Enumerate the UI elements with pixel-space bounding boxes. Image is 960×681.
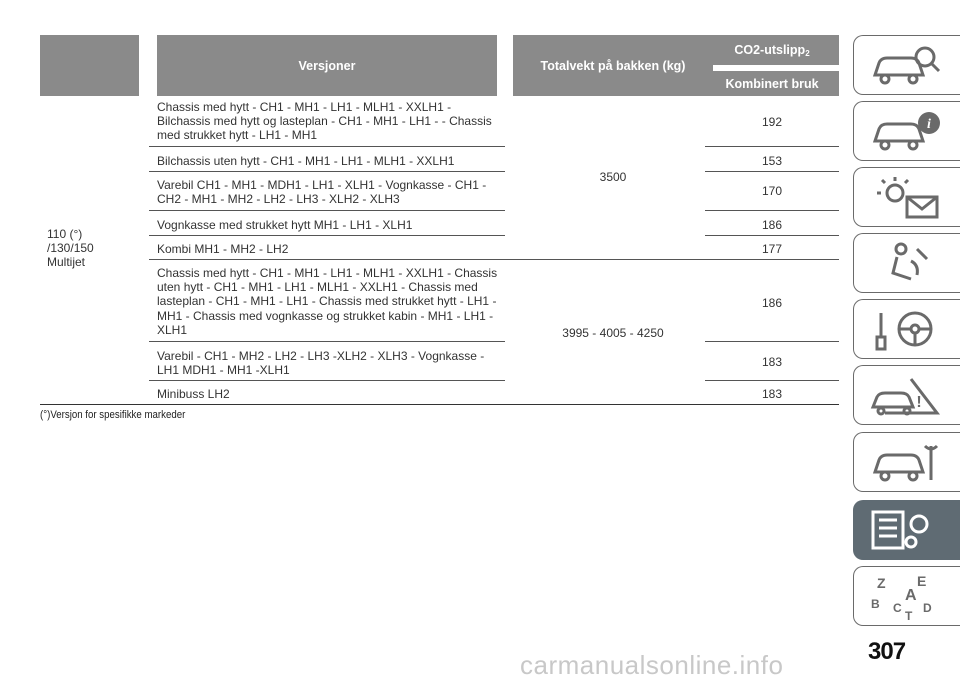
tab-maintenance[interactable] bbox=[853, 432, 960, 492]
row-2-co2: 153 bbox=[761, 154, 783, 168]
row-4-version: Vognkasse med strukket hytt MH1 - LH1 - XLH1 bbox=[157, 218, 413, 232]
page-number: 307 bbox=[868, 638, 906, 665]
warning-light-message-icon bbox=[867, 173, 947, 221]
car-warning-triangle-icon bbox=[867, 371, 947, 419]
row-5-co2: 177 bbox=[761, 242, 783, 256]
weight-group-2: 3995 - 4005 - 4250 bbox=[562, 326, 664, 340]
alphabet-index-icon bbox=[867, 572, 947, 620]
car-info-icon bbox=[867, 107, 947, 155]
svg-text:D: D bbox=[923, 601, 932, 615]
co2-subscript: 2 bbox=[805, 48, 810, 58]
co2-text: CO2-utslipp bbox=[734, 42, 806, 57]
footnote: (°)Versjon for spesifikke markeder bbox=[40, 409, 186, 421]
row-1-co2: 192 bbox=[761, 115, 783, 129]
row-divider bbox=[705, 341, 839, 342]
tab-warning-lights[interactable] bbox=[853, 167, 960, 227]
row-divider bbox=[149, 380, 505, 381]
spec-list-gears-icon bbox=[867, 506, 947, 554]
header-co2 bbox=[705, 35, 839, 65]
header-total-weight bbox=[513, 35, 713, 96]
tab-safety[interactable] bbox=[853, 233, 960, 293]
svg-text:!: ! bbox=[916, 394, 922, 411]
header-combined-label: Kombinert bruk bbox=[725, 76, 819, 91]
header-co2-label bbox=[734, 43, 809, 58]
header-versions bbox=[157, 35, 497, 96]
tab-emergency[interactable] bbox=[853, 365, 960, 425]
svg-text:B: B bbox=[871, 597, 880, 611]
row-8-co2: 183 bbox=[761, 387, 783, 401]
row-8-version: Minibuss LH2 bbox=[157, 387, 230, 401]
row-divider bbox=[149, 171, 505, 172]
row-7-co2: 183 bbox=[761, 355, 783, 369]
header-blank-cell bbox=[40, 35, 139, 96]
table-bottom-rule bbox=[40, 404, 839, 405]
tab-car-info[interactable] bbox=[853, 101, 960, 161]
row-5-version: Kombi MH1 - MH2 - LH2 bbox=[157, 242, 289, 256]
row-1-version: Chassis med hytt - CH1 - MH1 - LH1 - MLH1 - XXLH1 - Bilchassis med hytt og lasteplan - CH1 - MH1 - LH1 - - Chassis med strukket hytt - LH1 - MH1 bbox=[157, 100, 492, 143]
engine-line-1: 110 (°) bbox=[47, 227, 83, 241]
seat-airbag-icon bbox=[867, 239, 947, 287]
row-divider bbox=[705, 380, 839, 381]
key-steering-wheel-icon bbox=[867, 305, 947, 353]
svg-text:E: E bbox=[917, 573, 927, 589]
row-divider bbox=[149, 210, 505, 211]
row-divider bbox=[149, 341, 505, 342]
engine-line-2: /130/150 bbox=[47, 241, 94, 256]
engine-cell bbox=[47, 227, 137, 270]
row-divider bbox=[705, 146, 839, 147]
row-3-version: Varebil CH1 - MH1 - MDH1 - LH1 - XLH1 - Vognkasse - CH1 - CH2 - MH1 - MH2 - LH2 - LH3 - XLH2 - XLH3 bbox=[157, 178, 487, 207]
weight-group-1: 3500 bbox=[599, 170, 627, 184]
row-4-co2: 186 bbox=[761, 218, 783, 232]
row-3-co2: 170 bbox=[761, 184, 783, 198]
row-6-version: Chassis med hytt - CH1 - MH1 - LH1 - MLH1 - XXLH1 - Chassis uten hytt - CH1 - MH1 - LH1 - MLH1 - XXLH1 - Chassis med lasteplan - CH1 - MH1 - LH1 - Chassis med strukket hytt - LH1 - MH1 - Chassis med vognkasse og strukket kabin - MH1 - LH1 - XLH1 bbox=[157, 266, 498, 337]
row-6-co2: 186 bbox=[761, 296, 783, 310]
row-divider bbox=[705, 171, 839, 172]
header-total-weight-label: Totalvekt på bakken (kg) bbox=[540, 58, 686, 73]
tab-car-search[interactable] bbox=[853, 35, 960, 95]
row-divider bbox=[705, 210, 839, 211]
svg-text:A: A bbox=[905, 587, 917, 604]
group-divider bbox=[149, 259, 839, 260]
row-7-version: Varebil - CH1 - MH2 - LH2 - LH3 -XLH2 - XLH3 - Vognkasse - LH1 MDH1 - MH1 -XLH1 bbox=[157, 349, 485, 378]
header-versions-label: Versjoner bbox=[298, 58, 356, 73]
svg-text:Z: Z bbox=[877, 575, 886, 591]
header-combined bbox=[705, 71, 839, 96]
tab-alphabetical-index[interactable] bbox=[853, 566, 960, 626]
svg-text:T: T bbox=[905, 609, 913, 620]
row-2-version: Bilchassis uten hytt - CH1 - MH1 - LH1 - MLH1 - XXLH1 bbox=[157, 154, 455, 168]
car-search-icon bbox=[867, 41, 947, 89]
row-divider bbox=[149, 146, 505, 147]
svg-text:C: C bbox=[893, 601, 902, 615]
engine-line-3: Multijet bbox=[47, 255, 86, 270]
row-divider bbox=[149, 235, 505, 236]
svg-text:i: i bbox=[927, 117, 931, 132]
row-divider bbox=[705, 235, 839, 236]
watermark: carmanualsonline.info bbox=[520, 650, 784, 680]
car-wrench-icon bbox=[867, 438, 947, 486]
tab-starting-driving[interactable] bbox=[853, 299, 960, 359]
tab-technical-specifications[interactable] bbox=[853, 500, 960, 560]
